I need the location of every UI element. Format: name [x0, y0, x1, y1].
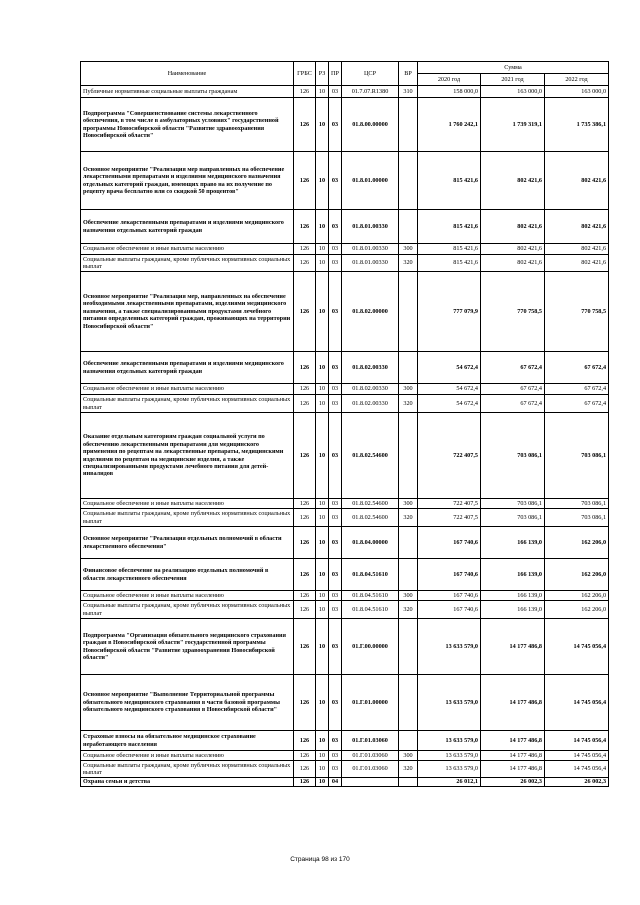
table-row	[81, 509, 609, 527]
cell-pr: 03	[329, 210, 342, 244]
cell-rz: 10	[316, 601, 329, 619]
cell-2020: 13 633 579,0	[418, 761, 481, 778]
table-row	[81, 244, 609, 255]
cell-grbs: 126	[294, 244, 316, 255]
table-row	[81, 761, 609, 778]
cell-2022: 14 745 056,4	[545, 761, 609, 778]
cell-pr: 03	[329, 352, 342, 384]
cell-rz: 10	[316, 619, 329, 675]
cell-rz: 10	[316, 559, 329, 591]
cell-vr: 320	[399, 395, 418, 413]
cell-name: Обеспечение лекарственными препаратами и изделиями медицинского назначения отдельных категорий граждан	[81, 210, 294, 244]
cell-2021: 166 139,0	[481, 559, 545, 591]
cell-2020: 158 000,0	[418, 86, 481, 98]
cell-pr: 03	[329, 244, 342, 255]
cell-rz: 10	[316, 509, 329, 527]
cell-vr: 300	[399, 591, 418, 601]
cell-vr: 320	[399, 601, 418, 619]
cell-name: Основное мероприятие "Выполнение Территориальной программы обязательного медицинского страхования в части базовой программы обязательного медицинского страхования в Новосибирской области"	[81, 675, 294, 731]
cell-name: Финансовое обеспечение на реализацию отдельных полномочий в области лекарственного обеспечения	[81, 559, 294, 591]
cell-grbs: 126	[294, 509, 316, 527]
cell-csr: 01.Г.01.00000	[342, 675, 399, 731]
cell-2022: 14 745 056,4	[545, 675, 609, 731]
cell-csr: 01.8.01.00000	[342, 152, 399, 210]
table-row	[81, 559, 609, 591]
cell-grbs: 126	[294, 395, 316, 413]
cell-pr: 03	[329, 559, 342, 591]
cell-name: Социальное обеспечение и иные выплаты населению	[81, 499, 294, 509]
cell-2022: 26 002,3	[545, 778, 609, 787]
cell-2021: 770 758,5	[481, 272, 545, 352]
cell-csr: 01.8.01.00330	[342, 255, 399, 272]
cell-name: Основное мероприятие "Реализация отдельных полномочий в области лекарственного обеспечения"	[81, 527, 294, 559]
cell-2021: 802 421,6	[481, 244, 545, 255]
cell-csr: 01.7.07.R1380	[342, 86, 399, 98]
cell-grbs: 126	[294, 559, 316, 591]
cell-rz: 10	[316, 591, 329, 601]
cell-2020: 167 740,6	[418, 559, 481, 591]
cell-2022: 703 086,1	[545, 413, 609, 499]
cell-2020: 13 633 579,0	[418, 619, 481, 675]
cell-2022: 67 672,4	[545, 384, 609, 395]
table-body	[81, 86, 609, 787]
cell-2022: 67 672,4	[545, 395, 609, 413]
cell-rz: 10	[316, 98, 329, 152]
cell-2020: 777 079,9	[418, 272, 481, 352]
cell-csr	[342, 778, 399, 787]
cell-2020: 167 740,6	[418, 527, 481, 559]
cell-2020: 54 672,4	[418, 384, 481, 395]
cell-csr: 01.Г.01.03060	[342, 761, 399, 778]
header-vr: ВР	[399, 62, 418, 86]
cell-2021: 802 421,6	[481, 152, 545, 210]
cell-rz: 10	[316, 675, 329, 731]
cell-2020: 815 421,6	[418, 152, 481, 210]
header-sum: Сумма	[418, 62, 609, 74]
cell-rz: 10	[316, 352, 329, 384]
cell-pr: 04	[329, 778, 342, 787]
cell-vr	[399, 559, 418, 591]
cell-csr: 01.8.04.51610	[342, 559, 399, 591]
cell-2021: 802 421,6	[481, 255, 545, 272]
cell-rz: 10	[316, 384, 329, 395]
cell-2022: 162 206,0	[545, 591, 609, 601]
cell-2022: 162 206,0	[545, 527, 609, 559]
table-row	[81, 395, 609, 413]
cell-pr: 03	[329, 591, 342, 601]
cell-csr: 01.8.02.54600	[342, 509, 399, 527]
cell-2021: 67 672,4	[481, 352, 545, 384]
cell-name: Основное мероприятие "Реализация мер направленных на обеспечение лекарственными препаратами и изделиями медицинского назначения отдельных категорий граждан, имеющих право на их получение по рецепту врача бесплатно или со скидкой 50 процентов"	[81, 152, 294, 210]
cell-name: Социальные выплаты гражданам, кроме публичных нормативных социальных выплат	[81, 255, 294, 272]
cell-pr: 03	[329, 619, 342, 675]
cell-grbs: 126	[294, 152, 316, 210]
cell-csr: 01.8.01.00330	[342, 210, 399, 244]
cell-name: Оказание отдельным категориям граждан социальной услуги по обеспечению лекарственными препаратами для медицинского применения по рецептам на лекарственные препараты, медицинскими изделиями по рецептам на медицинские изделия, а также специализированными продуктами лечебного питания для детей-инвалидов	[81, 413, 294, 499]
cell-pr: 03	[329, 761, 342, 778]
cell-2021: 14 177 486,8	[481, 619, 545, 675]
cell-grbs: 126	[294, 601, 316, 619]
cell-name: Основное мероприятие "Реализация мер, направленных на обеспечение необходимыми лекарственными препаратами, изделиями медицинского назначения, а также специализированными продуктами лечебного питания определенных категорий граждан, проживающих на территории Новосибирской области"	[81, 272, 294, 352]
header-grbs: ГРБС	[294, 62, 316, 86]
cell-csr: 01.8.02.00330	[342, 395, 399, 413]
cell-2020: 26 012,1	[418, 778, 481, 787]
cell-csr: 01.8.04.51610	[342, 591, 399, 601]
cell-name: Охрана семьи и детства	[81, 778, 294, 787]
table-row	[81, 778, 609, 787]
cell-2021: 14 177 486,8	[481, 731, 545, 751]
table-row	[81, 86, 609, 98]
cell-vr	[399, 731, 418, 751]
cell-vr	[399, 619, 418, 675]
table-row	[81, 152, 609, 210]
cell-rz: 10	[316, 255, 329, 272]
table-row	[81, 601, 609, 619]
cell-pr: 03	[329, 527, 342, 559]
table-row	[81, 619, 609, 675]
cell-vr	[399, 352, 418, 384]
cell-2020: 13 633 579,0	[418, 751, 481, 761]
cell-2021: 166 139,0	[481, 601, 545, 619]
cell-2021: 163 000,0	[481, 86, 545, 98]
cell-name: Социальные выплаты гражданам, кроме публичных нормативных социальных выплат	[81, 761, 294, 778]
cell-2020: 722 407,5	[418, 413, 481, 499]
cell-name: Обеспечение лекарственными препаратами и изделиями медицинского назначения отдельных категорий граждан	[81, 352, 294, 384]
cell-grbs: 126	[294, 255, 316, 272]
cell-2022: 703 086,1	[545, 509, 609, 527]
table-row	[81, 751, 609, 761]
cell-csr: 01.8.04.00000	[342, 527, 399, 559]
cell-2022: 14 745 056,4	[545, 731, 609, 751]
cell-csr: 01.Г.01.03060	[342, 731, 399, 751]
cell-vr	[399, 778, 418, 787]
cell-vr: 320	[399, 761, 418, 778]
table-row	[81, 352, 609, 384]
cell-pr: 03	[329, 751, 342, 761]
cell-grbs: 126	[294, 731, 316, 751]
cell-grbs: 126	[294, 675, 316, 731]
cell-name: Публичные нормативные социальные выплаты гражданам	[81, 86, 294, 98]
cell-vr: 310	[399, 86, 418, 98]
cell-grbs: 126	[294, 98, 316, 152]
cell-csr: 01.8.04.51610	[342, 601, 399, 619]
cell-2021: 703 086,1	[481, 499, 545, 509]
cell-name: Подпрограмма "Организация обязательного медицинского страхования граждан в Новосибирской области" государственной программы Новосибирской области "Развитие здравоохранения Новосибирской области"	[81, 619, 294, 675]
cell-2020: 13 633 579,0	[418, 675, 481, 731]
cell-csr: 01.Г.01.03060	[342, 751, 399, 761]
cell-csr: 01.Г.00.00000	[342, 619, 399, 675]
cell-2022: 802 421,6	[545, 152, 609, 210]
table-row	[81, 384, 609, 395]
cell-2022: 14 745 056,4	[545, 619, 609, 675]
table-row	[81, 210, 609, 244]
cell-name: Социальные выплаты гражданам, кроме публичных нормативных социальных выплат	[81, 395, 294, 413]
cell-2020: 54 672,4	[418, 395, 481, 413]
cell-2022: 1 735 386,1	[545, 98, 609, 152]
table-row	[81, 272, 609, 352]
cell-grbs: 126	[294, 210, 316, 244]
cell-csr: 01.8.02.54600	[342, 499, 399, 509]
table-row	[81, 98, 609, 152]
cell-2020: 13 633 579,0	[418, 731, 481, 751]
cell-2022: 802 421,6	[545, 255, 609, 272]
cell-vr: 300	[399, 751, 418, 761]
cell-2022: 67 672,4	[545, 352, 609, 384]
cell-vr	[399, 210, 418, 244]
cell-2022: 162 206,0	[545, 601, 609, 619]
cell-vr	[399, 527, 418, 559]
table-row	[81, 731, 609, 751]
cell-name: Социальное обеспечение и иные выплаты населению	[81, 384, 294, 395]
cell-rz: 10	[316, 210, 329, 244]
table-row	[81, 255, 609, 272]
cell-vr: 320	[399, 255, 418, 272]
cell-2021: 14 177 486,8	[481, 751, 545, 761]
cell-2021: 802 421,6	[481, 210, 545, 244]
cell-2021: 67 672,4	[481, 384, 545, 395]
table-row	[81, 527, 609, 559]
cell-rz: 10	[316, 244, 329, 255]
cell-2022: 770 758,5	[545, 272, 609, 352]
cell-grbs: 126	[294, 778, 316, 787]
header-name: Наименование	[81, 62, 294, 86]
cell-2021: 166 139,0	[481, 527, 545, 559]
cell-2021: 703 086,1	[481, 413, 545, 499]
cell-rz: 10	[316, 395, 329, 413]
cell-rz: 10	[316, 731, 329, 751]
header-pr: ПР	[329, 62, 342, 86]
cell-vr: 300	[399, 244, 418, 255]
cell-rz: 10	[316, 778, 329, 787]
cell-pr: 03	[329, 675, 342, 731]
cell-name: Социальное обеспечение и иные выплаты населению	[81, 751, 294, 761]
cell-grbs: 126	[294, 352, 316, 384]
cell-rz: 10	[316, 413, 329, 499]
cell-rz: 10	[316, 152, 329, 210]
cell-name: Подпрограмма "Совершенствование системы лекарственного обеспечения, в том числе в амбулаторных условиях" государственной программы Новосибирской области "Развитие здравоохранения Новосибирской области"	[81, 98, 294, 152]
cell-vr	[399, 98, 418, 152]
cell-2020: 167 740,6	[418, 591, 481, 601]
cell-pr: 03	[329, 98, 342, 152]
cell-name: Страховые взносы на обязательное медицинское страхование неработающего населения	[81, 731, 294, 751]
cell-pr: 03	[329, 272, 342, 352]
cell-vr: 300	[399, 384, 418, 395]
table-row	[81, 675, 609, 731]
cell-rz: 10	[316, 86, 329, 98]
header-2022: 2022 год	[545, 74, 609, 86]
cell-2020: 815 421,6	[418, 244, 481, 255]
cell-2020: 1 760 242,1	[418, 98, 481, 152]
cell-grbs: 126	[294, 384, 316, 395]
cell-2020: 815 421,6	[418, 210, 481, 244]
page-footer: Страница 98 из 170	[290, 856, 350, 863]
cell-pr: 03	[329, 413, 342, 499]
cell-rz: 10	[316, 751, 329, 761]
cell-grbs: 126	[294, 86, 316, 98]
cell-csr: 01.8.00.00000	[342, 98, 399, 152]
cell-2020: 167 740,6	[418, 601, 481, 619]
cell-grbs: 126	[294, 619, 316, 675]
cell-rz: 10	[316, 527, 329, 559]
cell-pr: 03	[329, 152, 342, 210]
header-2020: 2020 год	[418, 74, 481, 86]
cell-grbs: 126	[294, 761, 316, 778]
cell-2021: 26 002,3	[481, 778, 545, 787]
cell-pr: 03	[329, 395, 342, 413]
cell-grbs: 126	[294, 272, 316, 352]
cell-pr: 03	[329, 255, 342, 272]
cell-vr	[399, 272, 418, 352]
cell-pr: 03	[329, 509, 342, 527]
cell-vr	[399, 675, 418, 731]
cell-pr: 03	[329, 499, 342, 509]
cell-name: Социальное обеспечение и иные выплаты населению	[81, 591, 294, 601]
cell-csr: 01.8.02.00330	[342, 352, 399, 384]
cell-2021: 14 177 486,8	[481, 675, 545, 731]
header-csr: ЦСР	[342, 62, 399, 86]
table-row	[81, 591, 609, 601]
budget-table	[80, 61, 609, 787]
cell-2022: 703 086,1	[545, 499, 609, 509]
table-row	[81, 499, 609, 509]
cell-2020: 815 421,6	[418, 255, 481, 272]
cell-csr: 01.8.02.00330	[342, 384, 399, 395]
cell-grbs: 126	[294, 527, 316, 559]
cell-2022: 162 206,0	[545, 559, 609, 591]
cell-2021: 166 139,0	[481, 591, 545, 601]
cell-2021: 67 672,4	[481, 395, 545, 413]
cell-pr: 03	[329, 86, 342, 98]
cell-csr: 01.8.01.00330	[342, 244, 399, 255]
cell-2021: 1 739 319,1	[481, 98, 545, 152]
header-2021: 2021 год	[481, 74, 545, 86]
cell-pr: 03	[329, 731, 342, 751]
cell-grbs: 126	[294, 591, 316, 601]
cell-name: Социальные выплаты гражданам, кроме публичных нормативных социальных выплат	[81, 509, 294, 527]
cell-name: Социальные выплаты гражданам, кроме публичных нормативных социальных выплат	[81, 601, 294, 619]
cell-vr	[399, 413, 418, 499]
cell-2020: 722 407,5	[418, 509, 481, 527]
cell-rz: 10	[316, 761, 329, 778]
cell-2022: 14 745 056,4	[545, 751, 609, 761]
cell-2020: 722 407,5	[418, 499, 481, 509]
cell-csr: 01.8.02.00000	[342, 272, 399, 352]
cell-vr: 300	[399, 499, 418, 509]
cell-rz: 10	[316, 272, 329, 352]
cell-vr: 320	[399, 509, 418, 527]
cell-2021: 14 177 486,8	[481, 761, 545, 778]
cell-pr: 03	[329, 384, 342, 395]
cell-name: Социальное обеспечение и иные выплаты населению	[81, 244, 294, 255]
cell-grbs: 126	[294, 751, 316, 761]
table-row	[81, 413, 609, 499]
cell-2022: 163 000,0	[545, 86, 609, 98]
cell-2021: 703 086,1	[481, 509, 545, 527]
cell-2022: 802 421,6	[545, 210, 609, 244]
cell-2022: 802 421,6	[545, 244, 609, 255]
cell-2020: 54 672,4	[418, 352, 481, 384]
cell-grbs: 126	[294, 413, 316, 499]
cell-csr: 01.8.02.54600	[342, 413, 399, 499]
cell-vr	[399, 152, 418, 210]
cell-grbs: 126	[294, 499, 316, 509]
budget-table-container	[80, 61, 608, 787]
header-rz: РЗ	[316, 62, 329, 86]
cell-pr: 03	[329, 601, 342, 619]
cell-rz: 10	[316, 499, 329, 509]
